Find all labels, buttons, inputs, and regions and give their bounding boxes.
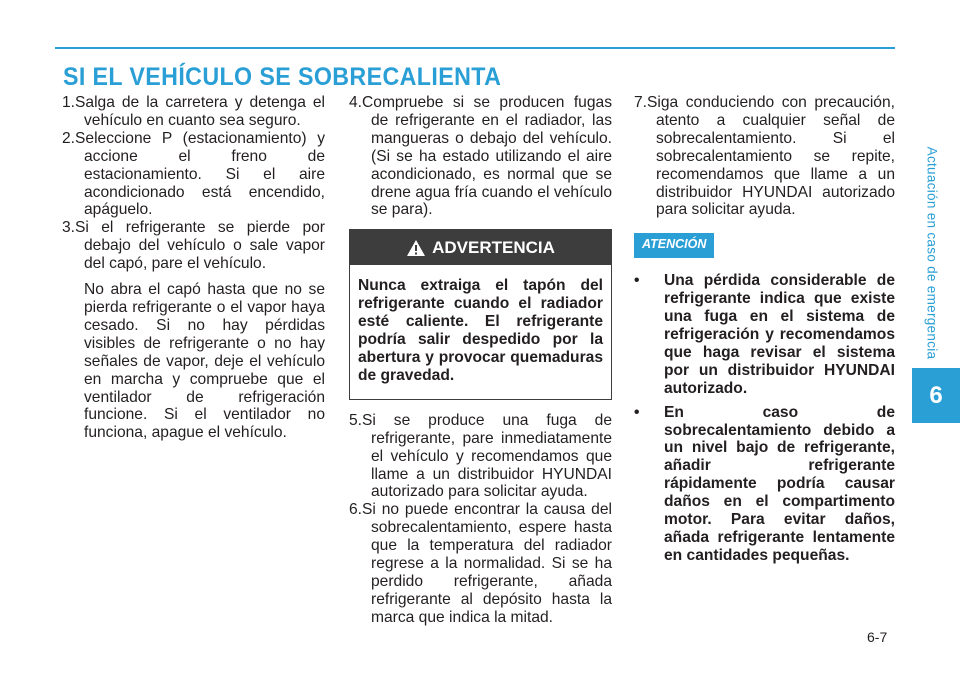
warning-box [349, 229, 612, 399]
page-number: 6-7 [867, 629, 888, 645]
caution-bullet-1-text: Una pérdida considerable de refrigerante indica que existe una fuga en el sistema de refrigeración y recomendamos que haga revisar el sistema por un distribuidor HYUNDAI autorizado. [664, 272, 895, 397]
step-3-detail: No abra el capó hasta que no se pierda refrigerante o el vapor haya cesado. Si no hay pérdidas visibles de refrigerante o no hay señales de vapor, deje el vehículo en marcha y compruebe que el ventilador de refrigeración funcione. Si el ventilador no funciona, apague el vehículo. [84, 281, 325, 442]
section-label [921, 145, 943, 360]
caution-bullet-1 [634, 272, 895, 397]
step-1: 1.Salga de la carretera y detenga el vehículo en cuanto sea seguro. [62, 94, 325, 129]
caution-bullet-2-text: En caso de sobrecalentamiento debido a un nivel bajo de refrigerante, añadir refrigerante rápidamente podría causar daños en el compartimento motor. Para evitar daños, añada refrigerante lentamente en cantidades pequeñas. [664, 403, 895, 564]
warning-header [350, 230, 611, 265]
step-7: 7.Siga conduciendo con precaución, atento a cualquier señal de sobrecalentamiento. Si el sobrecalentamiento se repite, recomendamos que llame a un distribuidor HYUNDAI autorizado para solicitar ayuda. [634, 94, 895, 219]
warning-heading: ADVERTENCIA [432, 237, 555, 257]
warning-triangle-icon [406, 239, 426, 257]
caution-badge: ATENCIÓN [634, 233, 714, 258]
column-1 [62, 94, 325, 442]
bullet-dot: • [634, 272, 640, 290]
step-6: 6.Si no puede encontrar la causa del sobrecalentamiento, espere hasta que la temperatura del radiador regrese a la normalidad. Si se ha perdido refrigerante, añada refrigerante al depósito hasta la marca que indica la mitad. [349, 501, 612, 626]
chapter-number: 6 [929, 381, 943, 409]
caution-bullet-2 [634, 404, 895, 565]
warning-text: Nunca extraiga el tapón del refrigerante cuando el radiador esté caliente. El refrigerante podría salir despedido por la abertura y provocar quemaduras de gravedad. [358, 277, 603, 384]
header-rule [55, 47, 895, 49]
column-2 [349, 94, 612, 627]
chapter-tab [912, 368, 960, 423]
column-3 [634, 94, 895, 571]
bullet-dot: • [634, 403, 640, 421]
step-3: 3.Si el refrigerante se pierde por debajo del vehículo o sale vapor del capó, pare el vehículo. [62, 219, 325, 273]
step-2: 2.Seleccione P (estacionamiento) y accione el freno de estacionamiento. Si el aire acondicionado está encendido, apáguelo. [62, 129, 325, 219]
step-5: 5.Si se produce una fuga de refrigerante, pare inmediatamente el vehículo y recomendamos que llame a un distribuidor HYUNDAI autorizado para solicitar ayuda. [349, 411, 612, 501]
step-4: 4.Compruebe si se producen fugas de refrigerante en el radiador, las mangueras o debajo del vehículo. (Si se ha estado utilizando el aire acondicionado, es normal que se drene agua fría cuando el vehículo se para). [349, 94, 612, 219]
page-title: SI EL VEHÍCULO SE SOBRECALIENTA [63, 63, 502, 91]
section-label-text: Actuación en caso de emergencia [924, 146, 940, 359]
